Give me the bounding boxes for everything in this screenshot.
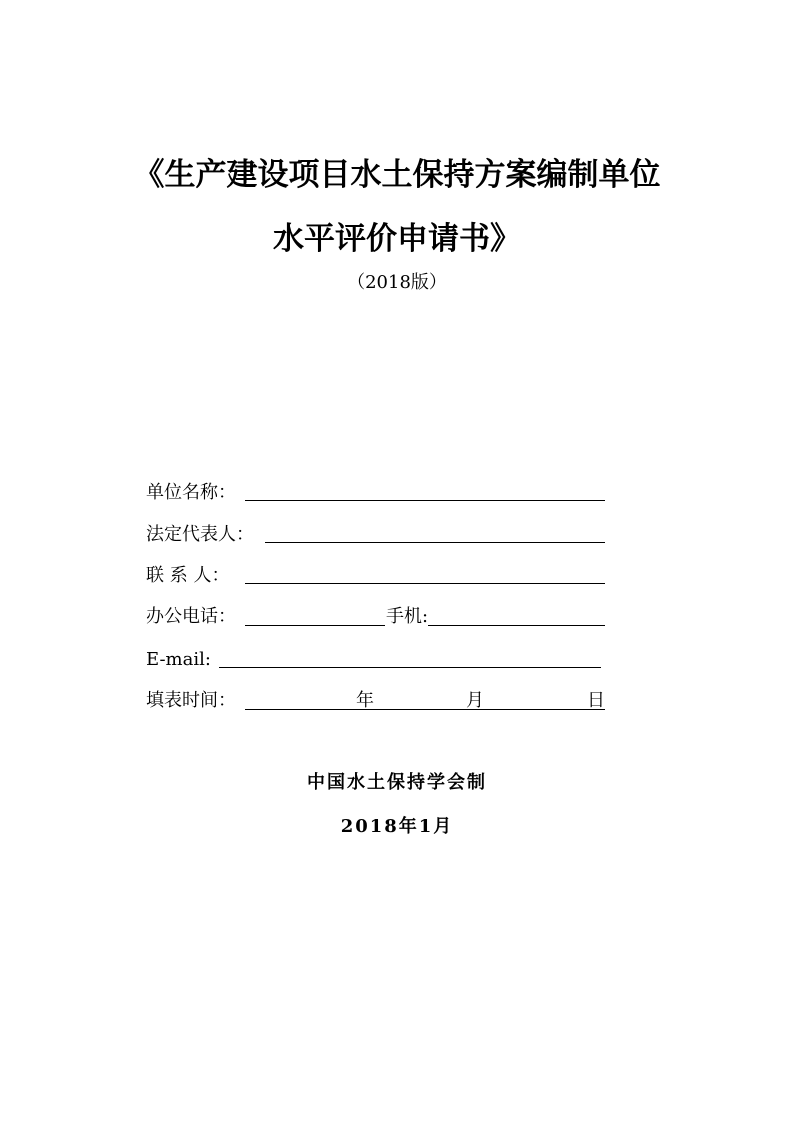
year-label: 年 [356, 690, 374, 711]
mobile-label: 手机: [386, 606, 429, 627]
mobile-field[interactable] [428, 625, 605, 626]
fill-date-label: 填表时间： [146, 690, 236, 711]
unit-name-label: 单位名称： [146, 482, 236, 503]
day-label: 日 [587, 690, 605, 711]
issue-date: 2018年1月 [340, 816, 454, 837]
legal-representative-label: 法定代表人： [146, 524, 254, 545]
unit-name-field[interactable] [245, 500, 605, 501]
legal-representative-field[interactable] [265, 542, 605, 543]
fill-date-field[interactable] [245, 709, 605, 710]
month-label: 月 [466, 690, 484, 711]
edition-label: （2018版） [347, 272, 447, 293]
office-phone-field[interactable] [245, 625, 385, 626]
contact-person-label: 联 系 人： [146, 565, 230, 586]
office-phone-label: 办公电话： [146, 606, 236, 627]
email-field[interactable] [219, 667, 601, 668]
document-title-line-2: 水平评价申请书》 [273, 221, 521, 257]
contact-person-field[interactable] [245, 583, 605, 584]
issuing-organization: 中国水土保持学会制 [307, 772, 487, 793]
email-label: E-mail: [146, 649, 211, 670]
document-title-line-1: 《生产建设项目水土保持方案编制单位 [133, 157, 661, 193]
